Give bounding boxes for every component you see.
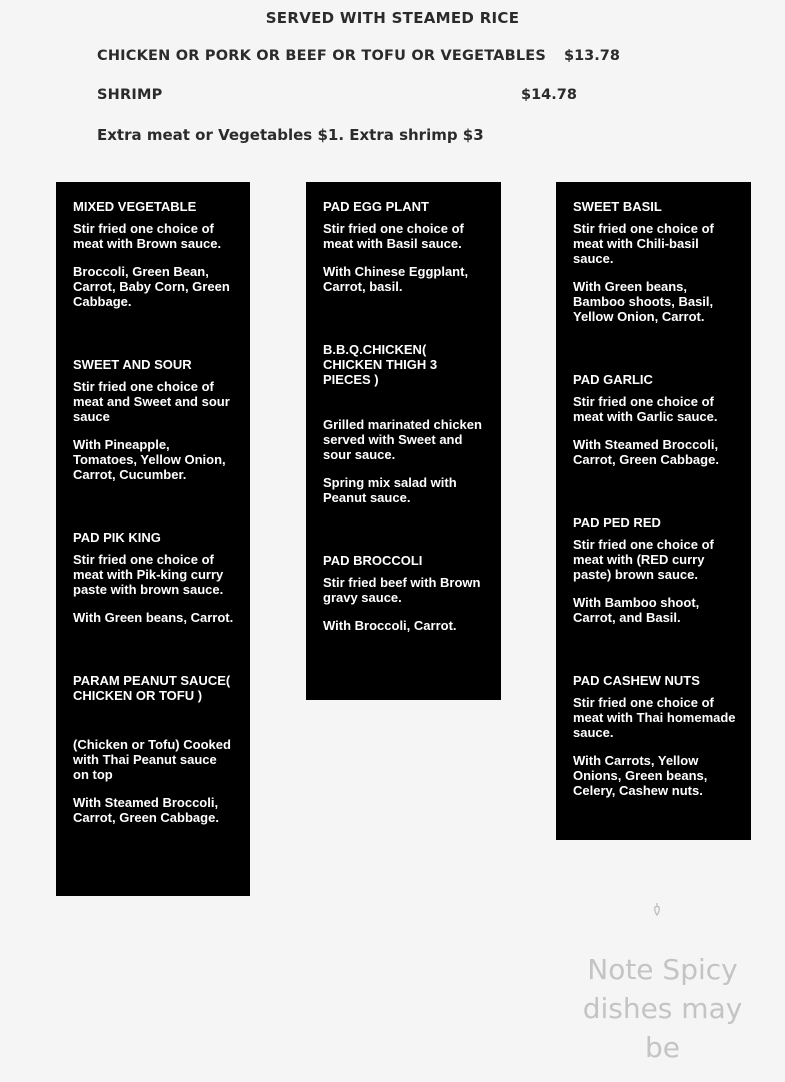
dish-ingredients: Spring mix salad with Peanut sauce. (323, 475, 457, 505)
dish-name: SWEET BASIL (573, 199, 662, 214)
dish-description: Stir fried one choice of meat with Garlic sauce. (573, 394, 718, 424)
dish-description: Stir fried one choice of meat with Thai homemade sauce. (573, 695, 736, 740)
dish-name: PAD PED RED (573, 515, 661, 530)
menu-column-3 (556, 182, 751, 840)
price-option-meat-label: CHICKEN OR PORK OR BEEF OR TOFU OR VEGETABLES (97, 48, 547, 64)
menu-column-1 (56, 182, 250, 896)
dish-name: PAD CASHEW NUTS (573, 673, 700, 688)
dish-description: Stir fried one choice of meat with Pik-king curry paste with brown sauce. (73, 552, 224, 597)
price-option-shrimp-label: SHRIMP (97, 87, 163, 103)
dish-sweet-basil (573, 199, 737, 324)
dish-ingredients: With Bamboo shoot, Carrot, and Basil. (573, 595, 700, 625)
dish-pad-broccoli (323, 553, 487, 633)
dish-ingredients: With Green beans, Carrot. (73, 610, 234, 625)
dish-sweet-and-sour (73, 357, 236, 482)
dish-name: B.B.Q.CHICKEN( CHICKEN THIGH 3 PIECES ) (323, 342, 438, 387)
price-option-meat-value: $13.78 (564, 48, 620, 64)
dish-description: Stir fried beef with Brown gravy sauce. (323, 575, 481, 605)
price-option-shrimp-value: $14.78 (521, 87, 577, 103)
dish-mixed-vegetable (73, 199, 236, 309)
menu-column-2 (306, 182, 501, 700)
dish-pad-ped-red (573, 515, 737, 625)
dish-ingredients: With Steamed Broccoli, Carrot, Green Cabbage. (573, 437, 719, 467)
dish-description: (Chicken or Tofu) Cooked with Thai Peanut sauce on top (73, 737, 231, 782)
dish-description: Stir fried one choice of meat and Sweet and sour sauce (73, 379, 230, 424)
dish-name: MIXED VEGETABLE (73, 199, 197, 214)
dish-pad-garlic (573, 372, 737, 467)
dish-param-peanut-sauce (73, 673, 236, 825)
dish-ingredients: With Broccoli, Carrot. (323, 618, 457, 633)
dish-pad-pik-king (73, 530, 236, 625)
dish-ingredients: With Steamed Broccoli, Carrot, Green Cabbage. (73, 795, 219, 825)
spicy-note: Note Spicy dishes may be (582, 953, 743, 1064)
dish-description: Stir fried one choice of meat with Chili-basil sauce. (573, 221, 714, 266)
dish-ingredients: With Carrots, Yellow Onions, Green beans, Celery, Cashew nuts. (573, 753, 708, 798)
dish-description: Stir fried one choice of meat with (RED curry paste) brown sauce. (573, 537, 714, 582)
dish-ingredients: Broccoli, Green Bean, Carrot, Baby Corn, Green Cabbage. (73, 264, 230, 309)
extra-charge-text: Extra meat or Vegetables $1. Extra shrimp $3 (97, 126, 484, 144)
dish-ingredients: With Pineapple, Tomatoes, Yellow Onion, Carrot, Cucumber. (73, 437, 226, 482)
dish-name: PAD EGG PLANT (323, 199, 429, 214)
dish-description: Stir fried one choice of meat with Brown sauce. (73, 221, 222, 251)
dish-bbq-chicken (323, 342, 487, 505)
served-heading: SERVED WITH STEAMED RICE (265, 9, 520, 27)
dish-name: PAD BROCCOLI (323, 553, 423, 568)
dish-description: Grilled marinated chicken served with Sweet and sour sauce. (323, 417, 482, 462)
chili-icon (652, 902, 662, 919)
dish-description: Stir fried one choice of meat with Basil sauce. (323, 221, 464, 251)
dish-pad-egg-plant (323, 199, 487, 294)
dish-ingredients: With Chinese Eggplant, Carrot, basil. (323, 264, 469, 294)
dish-ingredients: With Green beans, Bamboo shoots, Basil, Yellow Onion, Carrot. (573, 279, 714, 324)
dish-name: PAD GARLIC (573, 372, 653, 387)
dish-name: PAD PIK KING (73, 530, 161, 545)
dish-name: SWEET AND SOUR (73, 357, 192, 372)
dish-name: PARAM PEANUT SAUCE( CHICKEN OR TOFU ) (73, 673, 231, 703)
dish-pad-cashew-nuts (573, 673, 737, 798)
